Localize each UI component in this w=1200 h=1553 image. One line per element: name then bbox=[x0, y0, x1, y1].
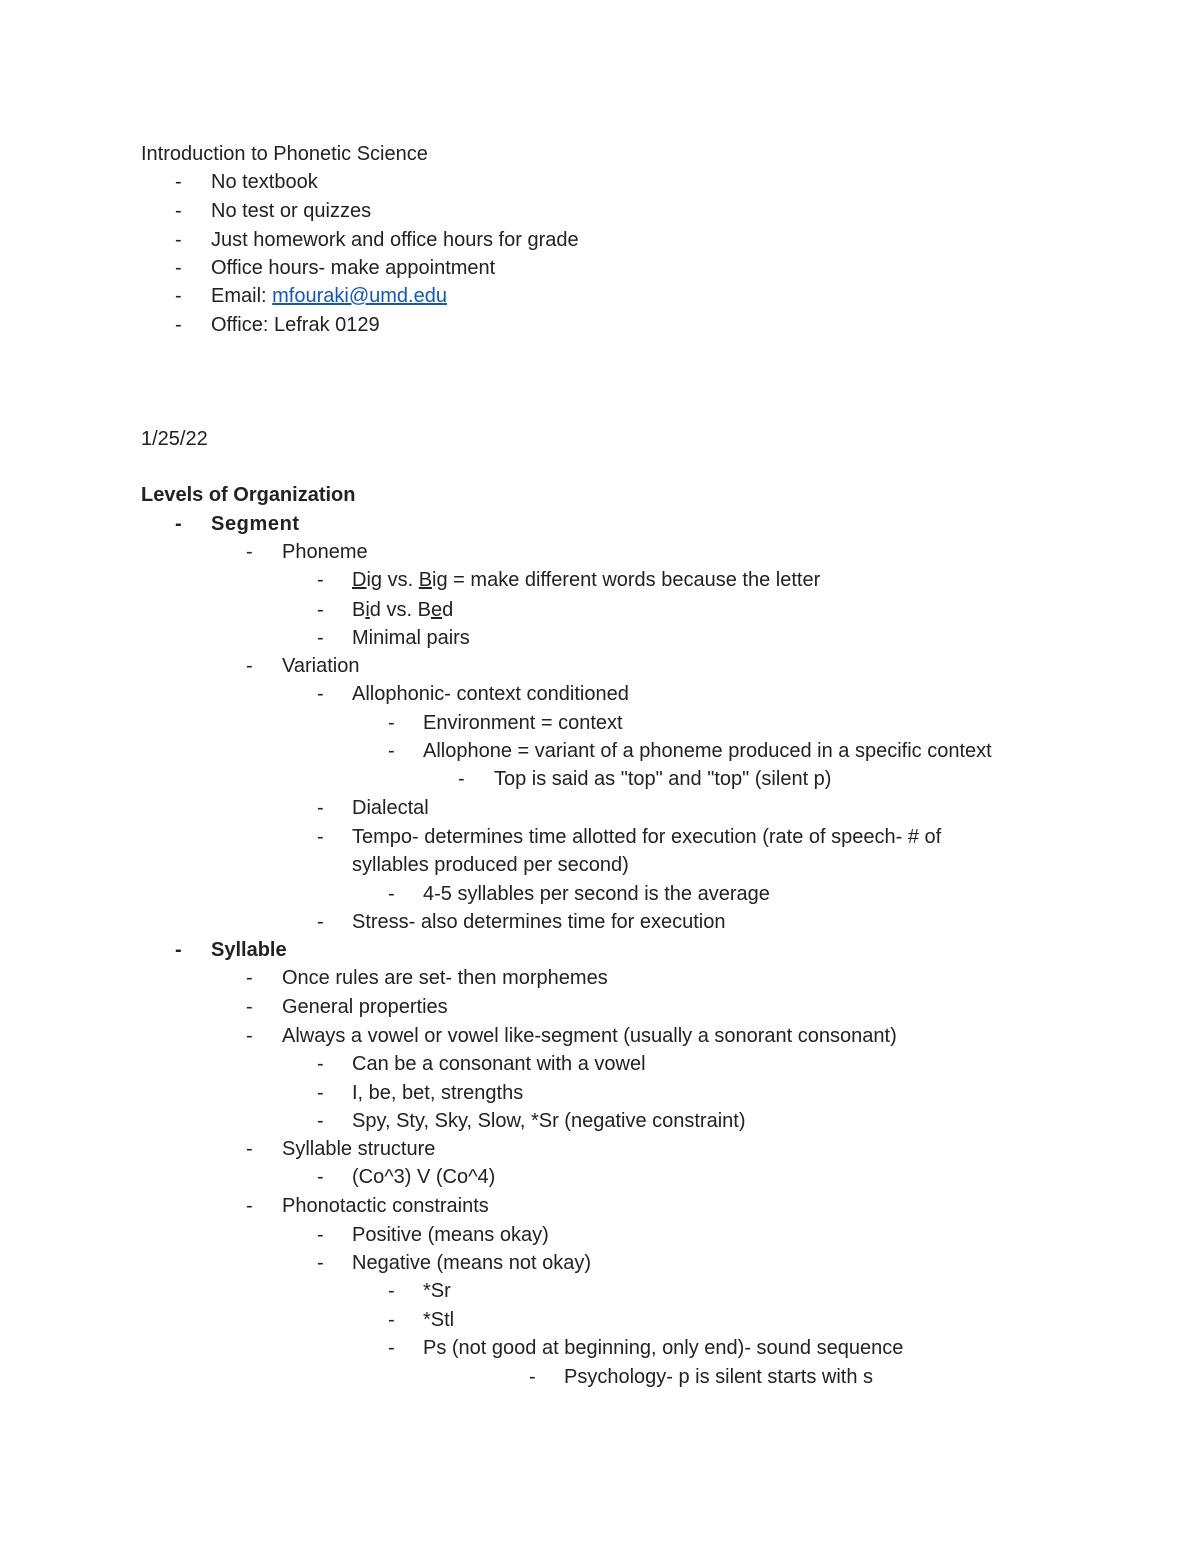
bullet-dash: - bbox=[246, 655, 253, 677]
list-item: Variation bbox=[282, 655, 360, 677]
bullet-dash: - bbox=[388, 740, 395, 762]
list-item: Always a vowel or vowel like-segment (usually a sonorant consonant) bbox=[282, 1025, 897, 1047]
underlined-letter: D bbox=[352, 569, 367, 591]
list-item: Psychology- p is silent starts with s bbox=[564, 1366, 873, 1388]
list-item: 4-5 syllables per second is the average bbox=[423, 883, 770, 905]
bullet-dash: - bbox=[388, 1309, 395, 1331]
list-item: Syllable structure bbox=[282, 1138, 436, 1160]
bullet-dash: - bbox=[175, 171, 182, 193]
syllable-heading: Syllable bbox=[211, 939, 287, 961]
bullet-dash: - bbox=[317, 683, 324, 705]
underlined-letter: B bbox=[418, 569, 433, 591]
list-item: *Stl bbox=[423, 1309, 455, 1331]
bullet-dash: - bbox=[317, 911, 324, 933]
bullet-dash: - bbox=[175, 513, 182, 535]
bullet-dash: - bbox=[317, 1110, 324, 1132]
list-item: General properties bbox=[282, 996, 448, 1018]
bullet-dash: - bbox=[317, 569, 324, 591]
text-run: d vs. B bbox=[369, 599, 431, 621]
bullet-dash: - bbox=[246, 1138, 253, 1160]
office-line: Office: Lefrak 0129 bbox=[211, 314, 380, 336]
list-item: Can be a consonant with a vowel bbox=[352, 1053, 646, 1075]
list-item: Stress- also determines time for execution bbox=[352, 911, 726, 933]
course-title: Introduction to Phonetic Science bbox=[141, 143, 428, 165]
bullet-dash: - bbox=[175, 229, 182, 251]
list-item: Dialectal bbox=[352, 797, 429, 819]
list-item: Office hours- make appointment bbox=[211, 257, 496, 279]
bullet-dash: - bbox=[458, 768, 465, 790]
bullet-dash: - bbox=[388, 883, 395, 905]
bullet-dash: - bbox=[317, 1053, 324, 1075]
list-item: I, be, bet, strengths bbox=[352, 1082, 524, 1104]
bullet-dash: - bbox=[317, 826, 324, 848]
list-item-bid-bed bbox=[352, 596, 453, 624]
bullet-dash: - bbox=[388, 712, 395, 734]
bullet-dash: - bbox=[246, 1195, 253, 1217]
list-item: Top is said as "top" and "top" (silent p) bbox=[494, 768, 832, 790]
bullet-dash: - bbox=[388, 1337, 395, 1359]
list-item: No textbook bbox=[211, 171, 318, 193]
segment-heading: Segment bbox=[211, 513, 300, 535]
text-run: ig vs. bbox=[366, 569, 419, 591]
list-item: Positive (means okay) bbox=[352, 1224, 549, 1246]
bullet-dash: - bbox=[317, 599, 324, 621]
list-item: Negative (means not okay) bbox=[352, 1252, 592, 1274]
email-label: Email: bbox=[211, 285, 267, 307]
date-heading: 1/25/22 bbox=[141, 428, 208, 450]
list-item: *Sr bbox=[423, 1280, 451, 1302]
list-item-dig-big bbox=[352, 566, 820, 594]
list-item: Just homework and office hours for grade bbox=[211, 229, 579, 251]
bullet-dash: - bbox=[317, 1252, 324, 1274]
bullet-dash: - bbox=[317, 1166, 324, 1188]
bullet-dash: - bbox=[317, 627, 324, 649]
text-run: B bbox=[352, 599, 366, 621]
text-run: ig = make different words because the letter bbox=[432, 569, 821, 591]
section-heading: Levels of Organization bbox=[141, 484, 356, 506]
list-item: Phoneme bbox=[282, 541, 368, 563]
bullet-dash: - bbox=[246, 967, 253, 989]
bullet-dash: - bbox=[317, 797, 324, 819]
list-item-continuation: syllables produced per second) bbox=[352, 854, 629, 876]
list-item: Minimal pairs bbox=[352, 627, 470, 649]
bullet-dash: - bbox=[175, 257, 182, 279]
email-line bbox=[211, 282, 447, 310]
list-item: Allophone = variant of a phoneme produced in a specific context bbox=[423, 740, 992, 762]
bullet-dash: - bbox=[246, 541, 253, 563]
list-item: Ps (not good at beginning, only end)- sound sequence bbox=[423, 1337, 904, 1359]
list-item: Environment = context bbox=[423, 712, 623, 734]
bullet-dash: - bbox=[246, 1025, 253, 1047]
bullet-dash: - bbox=[175, 314, 182, 336]
list-item: Phonotactic constraints bbox=[282, 1195, 489, 1217]
list-item: (Co^3) V (Co^4) bbox=[352, 1166, 496, 1188]
list-item: No test or quizzes bbox=[211, 200, 372, 222]
underlined-letter: e bbox=[430, 599, 443, 621]
bullet-dash: - bbox=[317, 1224, 324, 1246]
bullet-dash: - bbox=[529, 1366, 536, 1388]
text-run: d bbox=[442, 599, 454, 621]
list-item: Once rules are set- then morphemes bbox=[282, 967, 608, 989]
bullet-dash: - bbox=[175, 939, 182, 961]
underlined-letter: i bbox=[365, 599, 370, 621]
list-item: Allophonic- context conditioned bbox=[352, 683, 629, 705]
bullet-dash: - bbox=[317, 1082, 324, 1104]
bullet-dash: - bbox=[388, 1280, 395, 1302]
bullet-dash: - bbox=[246, 996, 253, 1018]
email-link[interactable]: mfouraki@umd.edu bbox=[272, 285, 447, 307]
list-item: Tempo- determines time allotted for execution (rate of speech- # of bbox=[352, 826, 942, 848]
bullet-dash: - bbox=[175, 285, 182, 307]
bullet-dash: - bbox=[175, 200, 182, 222]
list-item: Spy, Sty, Sky, Slow, *Sr (negative constraint) bbox=[352, 1110, 746, 1132]
